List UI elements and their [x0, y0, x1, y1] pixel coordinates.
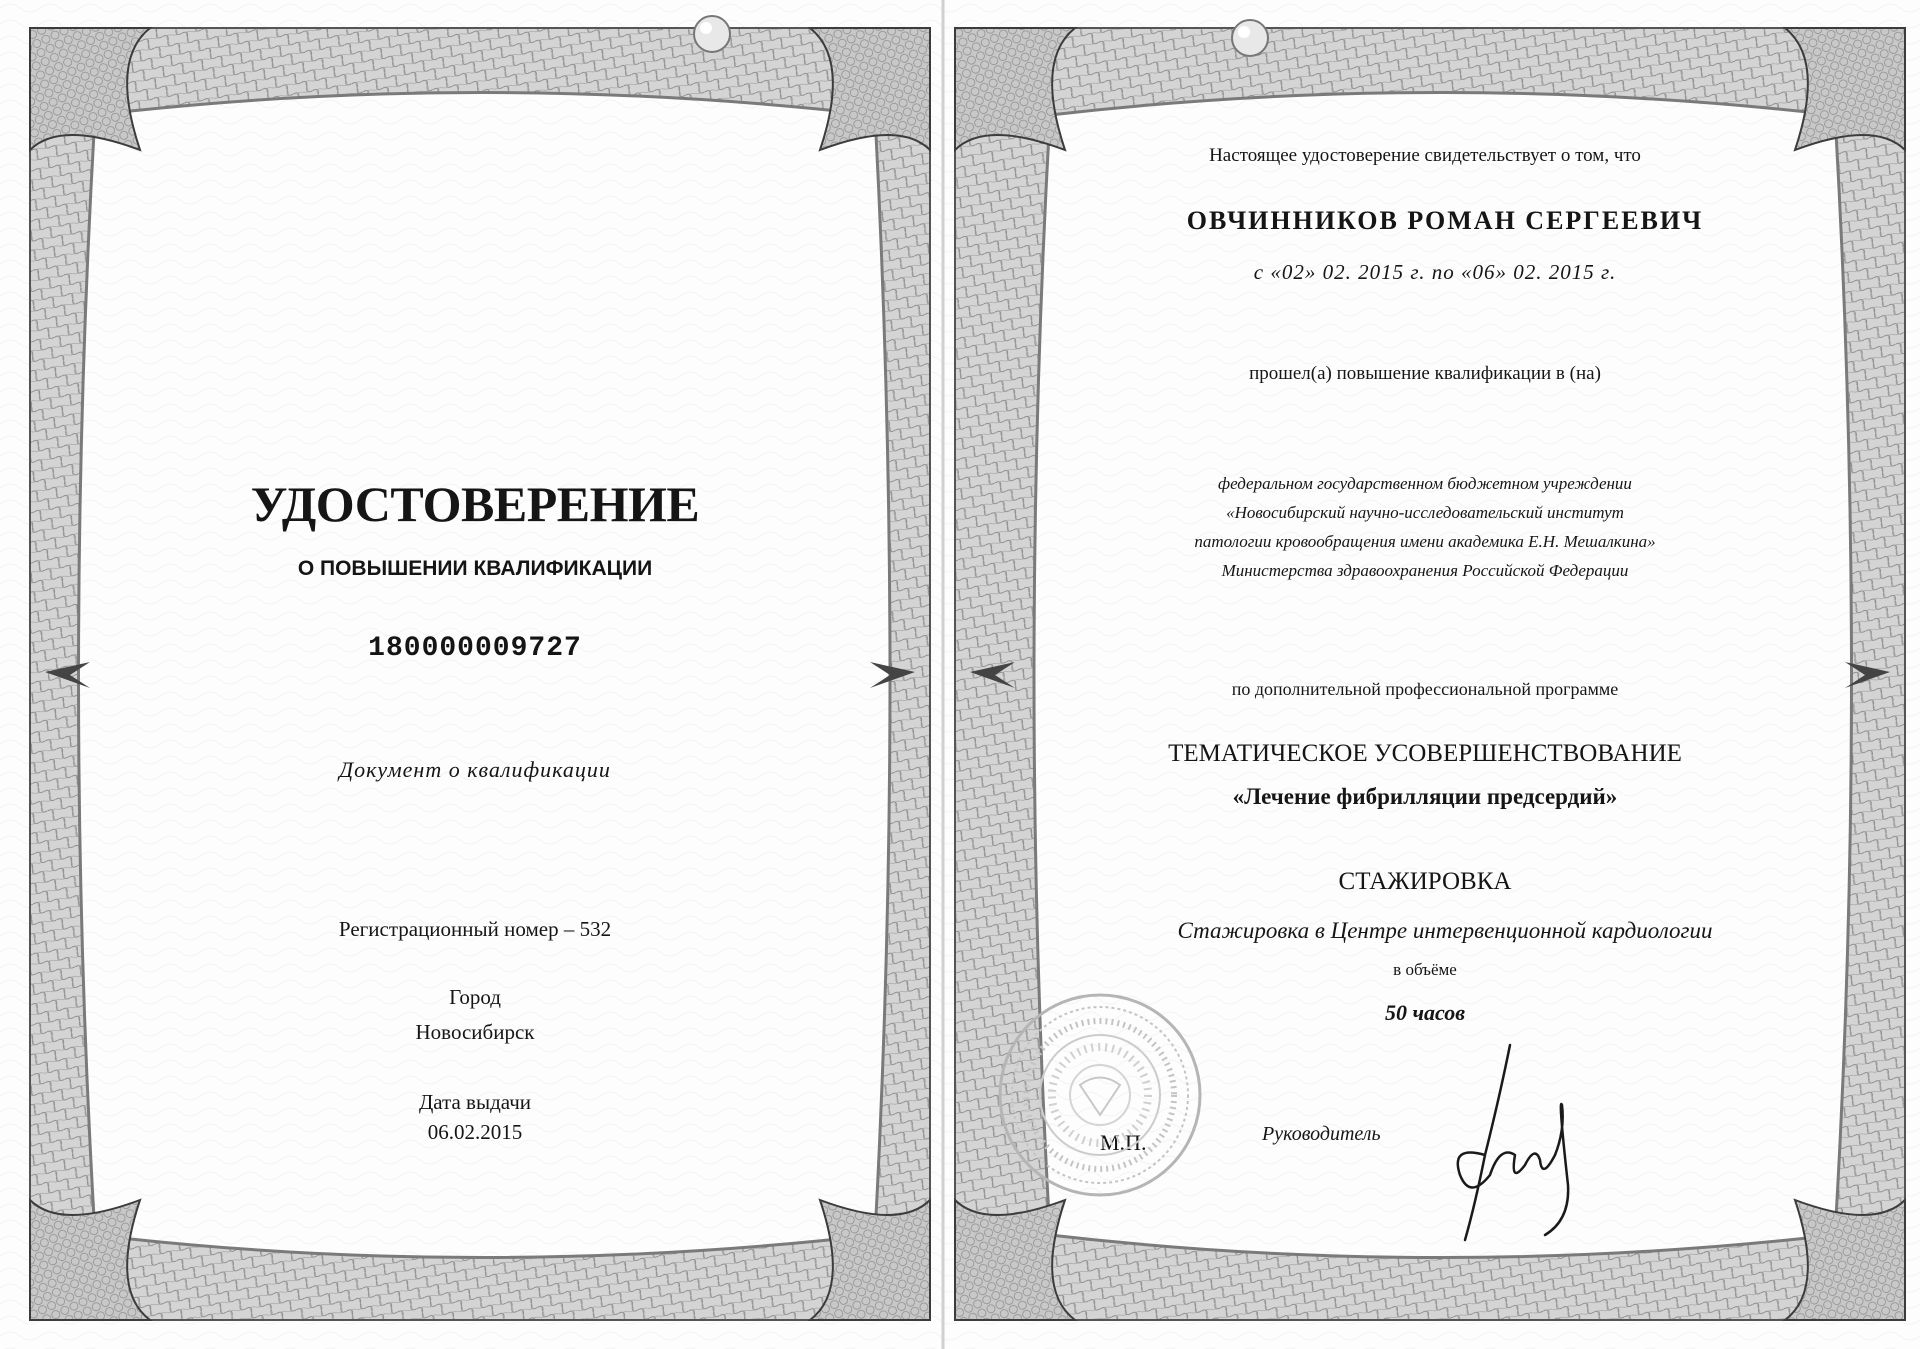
holder-name: ОВЧИННИКОВ РОМАН СЕРГЕЕВИЧ: [1186, 206, 1704, 235]
certificate-intro: Настоящее удостоверение свидетельствует о том, что: [1209, 145, 1641, 166]
registration-number: Регистрационный номер – 532: [338, 917, 612, 941]
city-label: Город: [449, 985, 501, 1009]
document-title: УДОСТОВЕРЕНИЕ: [250, 476, 700, 532]
passed-statement: прошел(а) повышение квалификации в (на): [1249, 363, 1601, 384]
document-subtitle: О ПОВЫШЕНИИ КВАЛИФИКАЦИИ: [297, 557, 653, 580]
handwritten-signature-icon: [1440, 1035, 1590, 1245]
training-period: с «02» 02. 2015 г. по «06» 02. 2015 г.: [1253, 260, 1617, 284]
issue-date-label: Дата выдачи: [418, 1090, 532, 1114]
issue-date-value: 06.02.2015: [427, 1120, 523, 1144]
program-type: ТЕМАТИЧЕСКОЕ УСОВЕРШЕНСТВОВАНИЕ: [1168, 740, 1682, 767]
internship-title: СТАЖИРОВКА: [1338, 868, 1512, 895]
city-value: Новосибирск: [415, 1020, 535, 1044]
volume-label: в объёме: [1393, 960, 1457, 979]
program-name: «Лечение фибрилляции предсердий»: [1232, 784, 1618, 809]
program-label: по дополнительной профессиональной программе: [1231, 679, 1619, 699]
institution-line: федеральном государственном бюджетном учреждении: [1218, 474, 1632, 493]
head-label: Руководитель: [1262, 1123, 1381, 1145]
stamp-place-label: М.П.: [1100, 1130, 1147, 1155]
volume-hours: 50 часов: [1384, 1000, 1466, 1025]
institution-line: патологии кровообращения имени академика Е.Н. Мешалкина»: [1194, 532, 1656, 551]
institution-line: «Новосибирский научно-исследовательский институт: [1226, 503, 1624, 522]
document-kind: Документ о квалификации: [339, 757, 611, 782]
institution-line: Министерства здравоохранения Российской Федерации: [1221, 561, 1629, 580]
internship-description: Стажировка в Центре интервенционной кардиологии: [1177, 918, 1713, 943]
left-panel: [0, 0, 950, 1349]
document-number: 180000009727: [368, 633, 582, 664]
round-seal-icon: [995, 990, 1205, 1200]
